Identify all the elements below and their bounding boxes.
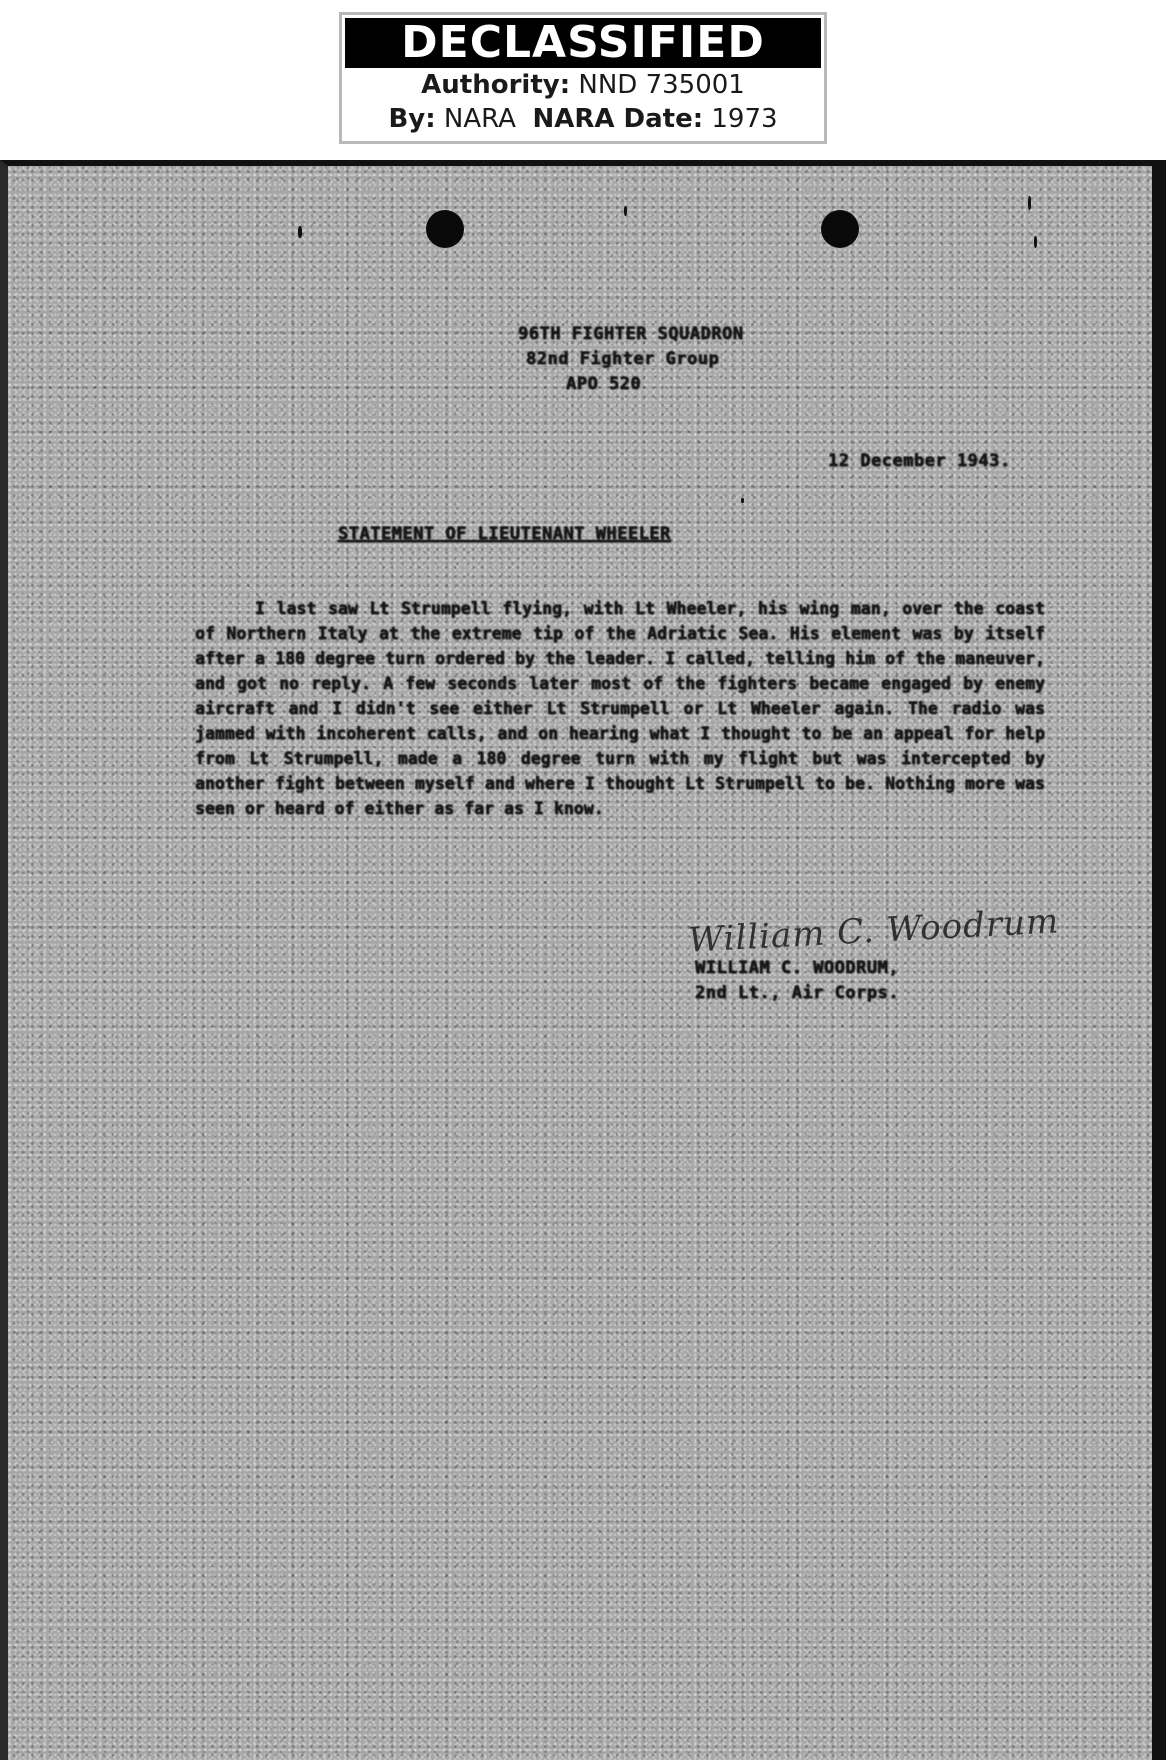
- scanned-document-page: [0, 160, 1166, 1760]
- scan-speck: [624, 206, 627, 216]
- letterhead-apo: APO 520: [566, 374, 642, 394]
- stamp-authority-value: NND 735001: [578, 70, 745, 100]
- punch-hole-left: [426, 210, 464, 248]
- stamp-by-label: By:: [388, 104, 436, 134]
- letterhead: [498, 322, 798, 397]
- letterhead-squadron: 96TH FIGHTER SQUADRON: [518, 324, 744, 344]
- handwritten-signature: William C. Woodrum: [687, 901, 1061, 961]
- scan-speck: [298, 226, 302, 238]
- punch-hole-right: [821, 210, 859, 248]
- signature-block: [695, 956, 899, 1006]
- declassified-stamp: [339, 12, 827, 144]
- letterhead-group: 82nd Fighter Group: [526, 349, 720, 369]
- document-subject: STATEMENT OF LIEUTENANT WHEELER: [338, 524, 671, 544]
- body-paragraph: I last saw Lt Strumpell flying, with Lt Wheeler, his wing man, over the coast of Northern Italy at the extreme tip of the Adriatic Sea. His element was by itself after a 180 degree turn ordered by the leader. I called, telling him of the maneuver, and got no reply. A few seconds later most of the fighters became engaged by enemy aircraft and I didn't see either Lt Strumpell or Lt Wheeler again. The radio was jammed with incoherent calls, and on hearing what I thought to be an appeal for help from Lt Strumpell, made a 180 degree turn with my flight but was intercepted by another fight between myself and where I thought Lt Strumpell to be. Nothing more was seen or heard of either as far as I know.: [195, 599, 1045, 818]
- stamp-authority-line: [342, 68, 824, 102]
- signature-name: WILLIAM C. WOODRUM,: [695, 958, 899, 978]
- stamp-title: DECLASSIFIED: [345, 18, 821, 68]
- scan-speck: [1028, 196, 1031, 210]
- stamp-date-label: NARA Date:: [532, 104, 704, 134]
- document-body: [195, 596, 1045, 821]
- scan-speck: [1034, 236, 1037, 248]
- scan-speck: [741, 498, 744, 503]
- stamp-by-line: [342, 102, 824, 136]
- stamp-date-value: 1973: [711, 104, 778, 134]
- stamp-by-value: NARA: [443, 104, 516, 134]
- document-date: 12 December 1943.: [828, 451, 1011, 471]
- signature-rank: 2nd Lt., Air Corps.: [695, 983, 899, 1003]
- stamp-authority-label: Authority:: [421, 70, 571, 100]
